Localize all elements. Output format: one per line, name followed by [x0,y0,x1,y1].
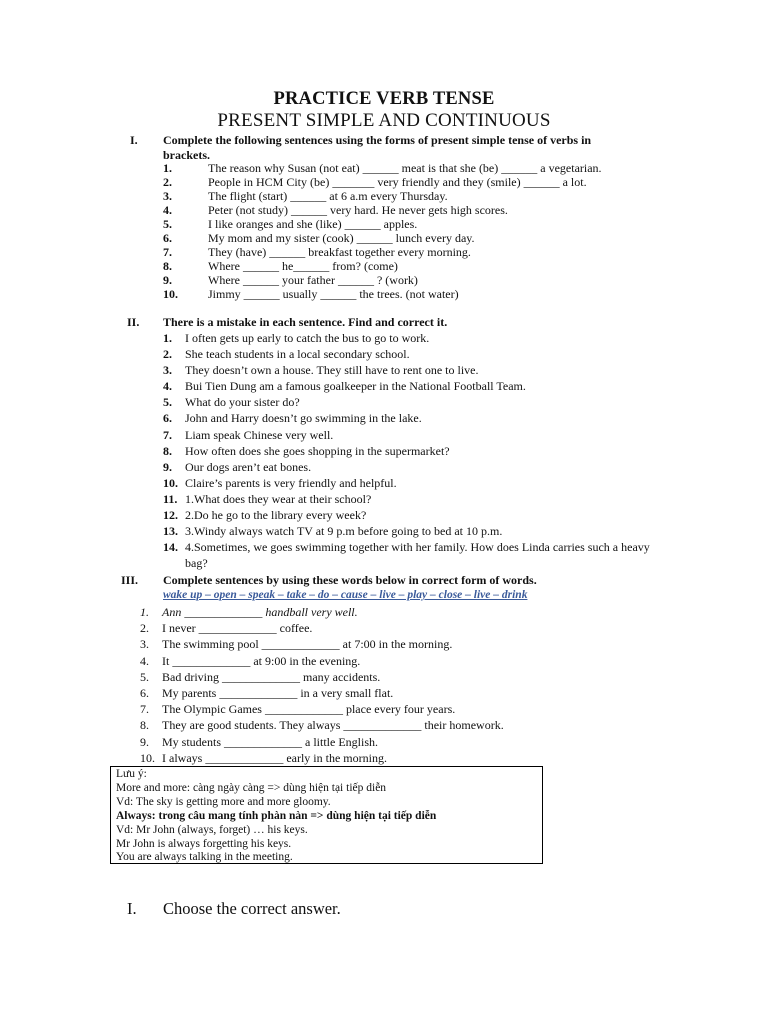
item-text: 1.What does they wear at their school? [185,491,372,506]
item-text: Claire’s parents is very friendly and helpful. [185,475,397,490]
item-text: What do your sister do? [185,395,300,410]
item-number: 6. [163,411,172,426]
item-text: My parents _____________ in a very small flat. [162,685,394,700]
item-text: I never _____________ coffee. [162,621,313,636]
item-number: 8. [163,259,172,273]
item-number: 8. [140,718,149,733]
section-1-heading-line2: brackets. [163,148,210,162]
word-bank: wake up – open – speak – take – do – cause – live – play – close – live – drink [163,589,528,601]
item-number: 2. [140,621,149,636]
note-line: Lưu ý: [116,768,147,780]
item-number: 9. [163,459,172,474]
note-line: Always: trong câu mang tính phàn nàn => dùng hiện tại tiếp diễn [116,809,437,822]
item-number: 8. [163,443,172,458]
item-number: 6. [140,685,149,700]
item-number: 7. [140,702,149,717]
item-number: 4. [163,379,172,394]
section-1-number: I. [130,133,138,147]
item-number: 1. [163,331,172,345]
item-number: 10. [163,287,178,301]
note-line: Vd: The sky is getting more and more gloomy. [116,795,331,808]
item-text: My students _____________ a little English. [162,734,378,749]
item-text: John and Harry doesn’t go swimming in the lake. [185,411,422,426]
item-number: 7. [163,245,172,259]
section-3-heading: Complete sentences by using these words below in correct form of words. [163,573,537,587]
item-text: It _____________ at 9:00 in the evening. [162,653,361,668]
item-number: 10. [140,750,155,765]
item-text: They are good students. They always _____________ their homework. [162,718,504,733]
note-box [110,766,543,864]
item-text: 4.Sometimes, we goes swimming together with her family. How does Linda carries such a heavy bag? [185,540,650,571]
item-text: Ann _____________ handball very well. [162,605,358,619]
item-number: 11. [163,491,178,506]
section-1-heading [163,133,591,163]
item-text: The swimming pool _____________ at 7:00 in the morning. [162,637,453,652]
item-text: The reason why Susan (not eat) ______ meat is that she (be) ______ a vegetarian. [208,161,602,175]
item-text: I always _____________ early in the morning. [162,750,387,765]
item-number: 12. [163,508,178,523]
note-line: You are always talking in the meeting. [116,851,293,864]
item-text: People in HCM City (be) _______ very friendly and they (smile) ______ a lot. [208,175,587,189]
item-text: I often gets up early to catch the bus to go to work. [185,331,430,345]
item-number: 5. [163,217,172,231]
section-3-number: III. [121,573,139,587]
item-text: 2.Do he go to the library every week? [185,508,367,523]
note-line: Vd: Mr John (always, forget) … his keys. [116,823,308,836]
item-text: Where ______ he______ from? (come) [208,259,398,273]
item-number: 6. [163,231,172,245]
item-number: 3. [140,637,149,652]
item-text: They doesn’t own a house. They still have to rent one to live. [185,363,479,378]
note-line: Mr John is always forgetting his keys. [116,837,292,850]
item-text: Where ______ your father ______ ? (work) [208,273,418,287]
item-number: 7. [163,427,172,442]
section-2-heading: There is a mistake in each sentence. Find and correct it. [163,315,448,329]
item-text: She teach students in a local secondary school. [185,347,410,362]
item-text: The flight (start) ______ at 6 a.m every Thursday. [208,189,448,203]
item-number: 5. [163,395,172,410]
item-text: 3.Windy always watch TV at 9 p.m before going to bed at 10 p.m. [185,524,503,539]
item-number: 14. [163,540,178,555]
item-number: 3. [163,189,172,203]
item-text: My mom and my sister (cook) ______ lunch every day. [208,231,475,245]
item-text: The Olympic Games _____________ place every four years. [162,702,456,717]
page-title: PRACTICE VERB TENSE [273,89,495,109]
item-text: Jimmy ______ usually ______ the trees. (not water) [208,287,459,301]
item-number: 5. [140,669,149,684]
next-section-number: I. [127,899,137,918]
item-text: Bad driving _____________ many accidents. [162,669,381,684]
item-number: 3. [163,363,172,378]
note-line: More and more: càng ngày càng => dùng hiện tại tiếp diễn [116,781,387,794]
item-number: 10. [163,475,178,490]
item-text: Peter (not study) ______ very hard. He never gets high scores. [208,203,508,217]
next-section-heading: Choose the correct answer. [163,899,341,918]
item-number: 4. [163,203,172,217]
item-number: 9. [140,734,149,749]
item-number: 4. [140,653,149,668]
section-2-number: II. [127,315,140,329]
item-text: They (have) ______ breakfast together every morning. [208,245,471,259]
item-number: 9. [163,273,172,287]
item-text: Bui Tien Dung am a famous goalkeeper in the National Football Team. [185,379,526,394]
item-number: 1. [163,161,172,175]
item-number: 2. [163,347,172,362]
item-text: Our dogs aren’t eat bones. [185,459,312,474]
item-text: I like oranges and she (like) ______ apples. [208,217,418,231]
section-1-heading-line1: Complete the following sentences using the forms of present simple tense of verbs in [163,133,592,147]
item-number: 1. [140,605,149,619]
item-number: 2. [163,175,172,189]
item-text: How often does she goes shopping in the supermarket? [185,443,450,458]
item-number: 13. [163,524,178,539]
item-text: Liam speak Chinese very well. [185,427,334,442]
page-subtitle: PRESENT SIMPLE AND CONTINUOUS [217,110,551,131]
